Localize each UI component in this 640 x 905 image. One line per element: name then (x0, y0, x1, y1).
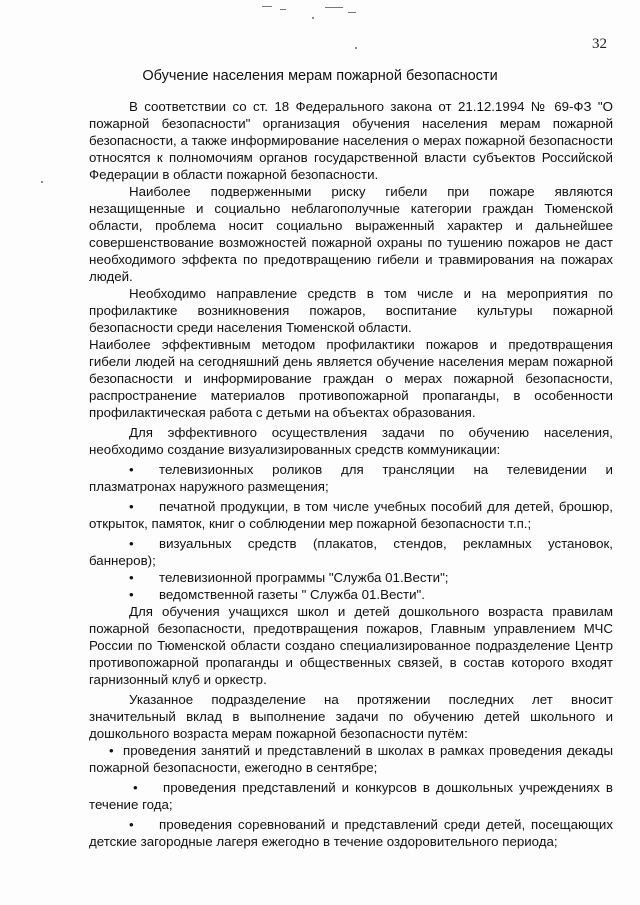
page-title: Обучение населения мерам пожарной безопасности (142, 68, 498, 84)
list-item (89, 461, 613, 495)
list-item-text: визуальных средств (плакатов, стендов, рекламных установок, баннеров); (89, 536, 613, 568)
bullet-icon: • (133, 780, 138, 795)
paragraph: Для эффективного осуществления задачи по обучению населения, необходимо создание визуализированных средств коммуникации: (89, 425, 613, 457)
list-item (89, 816, 613, 850)
paragraph: Необходимо направление средств в том числе и на мероприятия по профилактике возникновения пожаров, воспитание культуры пожарной безопасности среди населения Тюменской области. (89, 286, 613, 335)
list-item (89, 535, 613, 569)
scan-artifact (41, 181, 43, 183)
list-item-text: ведомственной газеты " Служба 01.Вести". (159, 587, 425, 602)
list-item (89, 779, 613, 813)
bullet-icon: • (109, 743, 114, 758)
scan-artifact (348, 12, 356, 13)
bullet-icon: • (129, 499, 134, 514)
list-item (89, 498, 613, 532)
scan-artifact (312, 17, 314, 19)
bullet-icon: • (129, 817, 134, 832)
list-item-text: проведения занятий и представлений в школах в рамках проведения декады пожарной безопасности, ежегодно в сентябре; (89, 743, 613, 775)
paragraph: Для обучения учащихся школ и детей дошкольного возраста правилам пожарной безопасности, предотвращения пожаров, Главным управлением МЧС России по Тюменской области создано специализированное подразделение Центр противопожарной пропаганды и общественных связей, в состав которого входят гарнизонный клуб и оркестр. (89, 604, 613, 687)
list-item (89, 586, 613, 603)
list-item-text: проведения соревнований и представлений среди детей, посещающих детские загородные лагеря ежегодно в течение оздоровительного периода; (89, 817, 613, 849)
list-item-text: телевизионных роликов для трансляции на телевидении и плазматронах наружного размещения; (89, 462, 613, 494)
paragraph: В соответствии со ст. 18 Федерального закона от 21.12.1994 № 69-ФЗ "О пожарной безопасности" организация обучения населения мерам пожарной безопасности, а также информирование населения о мерах пожарной безопасности относятся к полномочиям органов государственной власти субъектов Российской Федерации в области пожарной безопасности. (89, 99, 613, 182)
document-body (89, 98, 613, 850)
list-item (89, 742, 613, 776)
paragraph: Наиболее эффективным методом профилактики пожаров и предотвращения гибели людей на сегодняшний день является обучение населения мерам пожарной безопасности и информирование граждан о мерах пожарной безопасности, распространение материалов противопожарной пропаганды, в особенности профилактическая работа с детьми на объектах образования. (89, 337, 613, 420)
bullet-icon: • (129, 587, 134, 602)
list-item-text: телевизионной программы "Служба 01.Вести"; (159, 570, 449, 585)
bullet-icon: • (129, 462, 134, 477)
paragraph: Указанное подразделение на протяжении последних лет вносит значительный вклад в выполнение задачи по обучению детей школьного и дошкольного возраста мерам пожарной безопасности путём: (89, 692, 613, 741)
scan-artifact (355, 47, 357, 49)
page-number: 32 (592, 36, 607, 52)
list-item (89, 569, 613, 586)
bullet-icon: • (129, 570, 134, 585)
list-item-text: проведения представлений и конкурсов в дошкольных учреждениях в течение года; (89, 780, 613, 812)
scan-artifact (325, 7, 343, 8)
paragraph: Наиболее подверженными риску гибели при пожаре являются незащищенные и социально неблагополучные категории граждан Тюменской области, проблема носит социально выраженный характер и дальнейшее совершенствование возможностей пожарной охраны по тушению пожаров не даст необходимого эффекта по предотвращению гибели и травмирования на пожарах людей. (89, 184, 613, 284)
scan-artifact (262, 6, 272, 7)
list-item-text: печатной продукции, в том числе учебных пособий для детей, брошюр, открыток, памяток, книг о соблюдении мер пожарной безопасности т.п.; (89, 499, 613, 531)
scan-artifact (280, 9, 286, 10)
bullet-icon: • (129, 536, 134, 551)
